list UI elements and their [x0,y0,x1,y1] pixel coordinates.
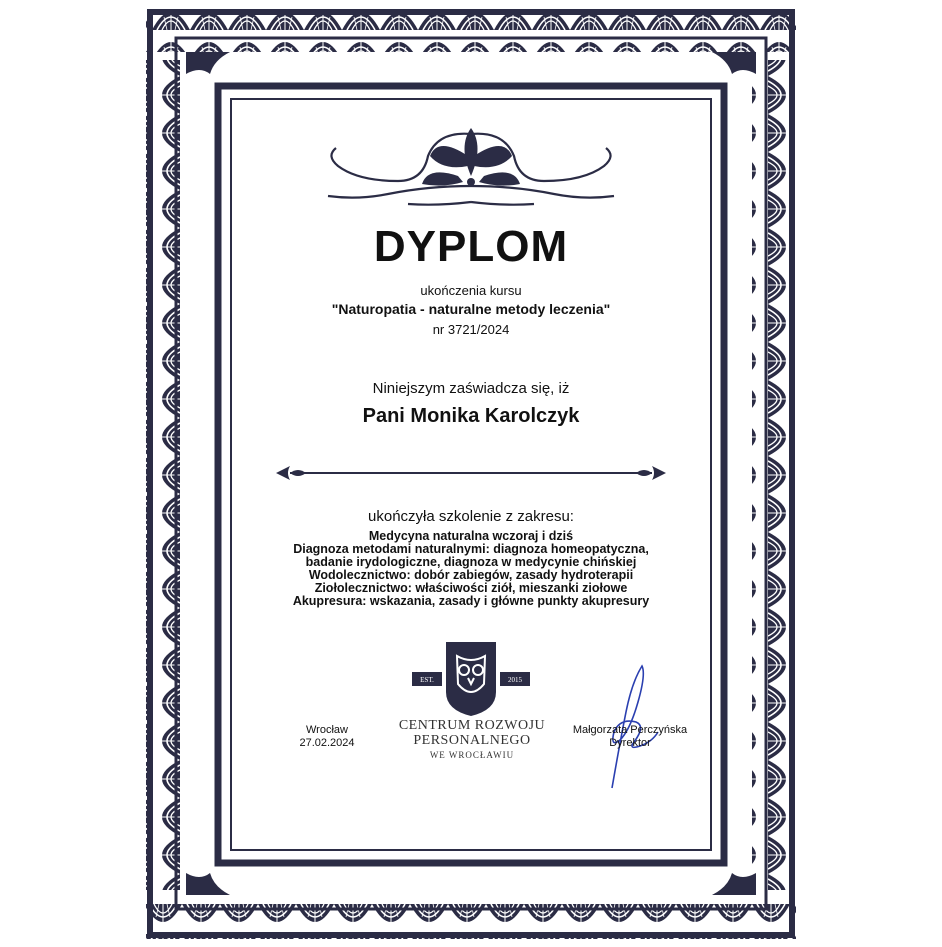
topic-item: Medycyna naturalna wczoraj i dziś [368,529,574,543]
topic-item: Diagnoza metodami naturalnymi: diagnoza homeopatyczna, [293,542,649,556]
organization-name [380,718,564,760]
diploma-title: DYPLOM [373,222,569,271]
recipient-name: Pani Monika Karolczyk [362,405,580,427]
signer-title: Dyrektor [609,737,651,749]
org-line2: PERSONALNEGO [413,733,531,748]
certify-text: Niniejszym zaświadcza się, iż [372,380,570,397]
subtitle: ukończenia kursu [420,283,522,298]
org-line1: CENTRUM ROZWOJU [398,718,546,733]
topic-item: Wodolecznictwo: dobór zabiegów, zasady hydroterapii [308,568,634,582]
est-label: EST. [420,676,434,684]
topic-item: Akupresura: wskazania, zasady i główne punkty akupresury [292,594,650,608]
topic-item: badanie irydologiczne, diagnoza w medycynie chińskiej [305,555,637,569]
course-name: "Naturopatia - naturalne metody leczenia" [331,301,611,317]
divider-ornament [276,463,666,483]
est-year: 2015 [508,676,522,684]
place: Wrocław [306,724,348,736]
topics-list [240,530,702,608]
completed-text: ukończyła szkolenie z zakresu: [368,508,574,525]
place-date [282,724,372,750]
topic-item: Ziołolecznictwo: właściwości ziół, mieszanki ziołowe [314,581,628,595]
org-line3: WE WROCŁAWIU [429,750,515,760]
owl-icon [412,640,530,718]
signer-name: Małgorzata Perczyńska [572,724,688,736]
certificate-number: nr 3721/2024 [432,322,510,337]
date: 27.02.2024 [299,737,355,749]
signer-block [565,724,695,750]
